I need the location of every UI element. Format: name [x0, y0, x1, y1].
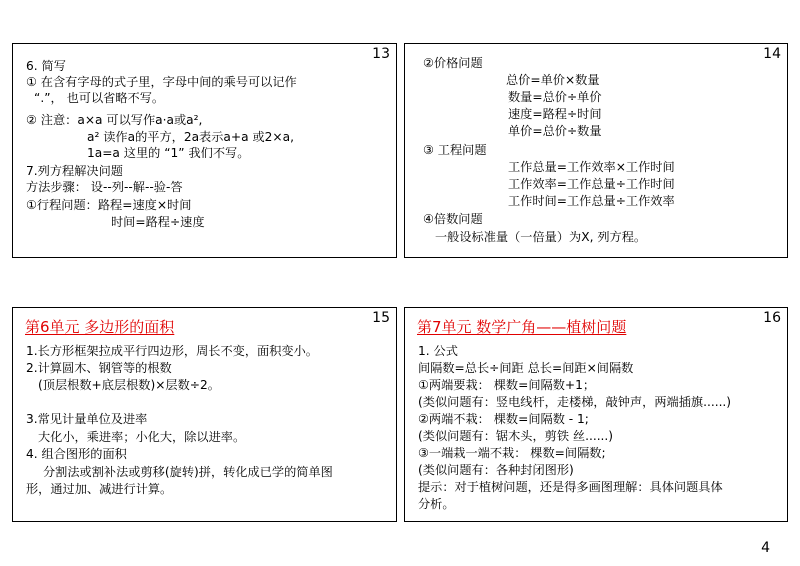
heading-equations: 7.列方程解决问题: [26, 164, 123, 178]
text-line: (类似问题有：竖电线杆，走楼梯，敲钟声，两端插旗......): [418, 395, 732, 409]
formula-line: 工作效率=工作总量÷工作时间: [508, 177, 675, 191]
slide-14: [404, 43, 788, 258]
text-line: 4. 组合图形的面积: [26, 447, 127, 461]
page-number: 4: [761, 540, 770, 556]
text-line: “.”， 也可以省略不写。: [34, 91, 165, 105]
text-line: 间隔数=总长÷间距 总长=间距×间隔数: [418, 361, 634, 375]
heading-simplified-writing: 6. 简写: [26, 59, 66, 73]
text-line: a² 读作a的平方，2a表示a+a 或2×a,: [87, 130, 294, 144]
text-line: 大化小，乘进率；小化大，除以进率。: [38, 430, 246, 444]
slide-13: [12, 43, 397, 258]
slide-number: 13: [372, 46, 390, 62]
text-line: 3.常见计量单位及进率: [26, 412, 148, 426]
slide-title: 第6单元 多边形的面积: [25, 318, 175, 336]
text-line: 2.计算圆木、钢管等的根数: [26, 361, 172, 375]
text-line: (顶层根数+底层根数)×层数÷2。: [38, 378, 220, 392]
text-line: 方法步骤： 设--列--解--验-答: [26, 180, 183, 194]
formula-line: 速度=路程÷时间: [508, 107, 602, 121]
text-line: 分割法或割补法或剪移(旋转)拼，转化成已学的简单图: [43, 465, 333, 479]
slide-title: 第7单元 数学广角——植树问题: [417, 318, 627, 336]
text-line: 1.长方形框架拉成平行四边形，周长不变，面积变小。: [26, 344, 318, 358]
heading-multiple-problem: ④倍数问题: [423, 212, 483, 226]
slide-16: [404, 307, 788, 522]
text-line: 时间=路程÷速度: [111, 215, 205, 229]
text-line: 1a=a 这里的 “1” 我们不写。: [87, 146, 250, 160]
text-line: 分析。: [418, 497, 455, 511]
text-line: 形，通过加、减进行计算。: [26, 482, 173, 496]
text-line: ② 注意：a×a 可以写作a·a或a²,: [26, 113, 203, 127]
formula-line: 单价=总价÷数量: [508, 124, 602, 138]
text-line: (类似问题有：锯木头，剪铁 丝......): [418, 429, 614, 443]
text-line: ①两端要栽： 棵数=间隔数+1；: [418, 378, 596, 392]
slide-number: 14: [763, 46, 781, 62]
heading-work-problem: ③ 工程问题: [423, 143, 487, 157]
slide-number: 15: [372, 310, 390, 326]
text-line: (类似问题有：各种封闭图形): [418, 463, 574, 477]
formula-line: 工作总量=工作效率×工作时间: [508, 160, 675, 174]
formula-line: 数量=总价÷单价: [508, 90, 602, 104]
text-line: 1. 公式: [418, 344, 458, 358]
formula-line: 工作时间=工作总量÷工作效率: [508, 194, 675, 208]
slide-number: 16: [763, 310, 781, 326]
slide-15: [12, 307, 397, 522]
text-line: ③一端栽一端不栽： 棵数=间隔数;: [418, 446, 606, 460]
heading-price-problem: ②价格问题: [423, 56, 483, 70]
text-line: ②两端不栽： 棵数=间隔数 - 1;: [418, 412, 589, 426]
text-line: 一般设标准量（一倍量）为X, 列方程。: [435, 230, 647, 244]
text-line: 提示：对于植树问题，还是得多画图理解：具体问题具体: [418, 480, 723, 494]
text-line: ①行程问题：路程=速度×时间: [26, 198, 192, 212]
formula-line: 总价=单价×数量: [506, 73, 600, 87]
text-line: ① 在含有字母的式子里，字母中间的乘号可以记作: [26, 75, 297, 89]
